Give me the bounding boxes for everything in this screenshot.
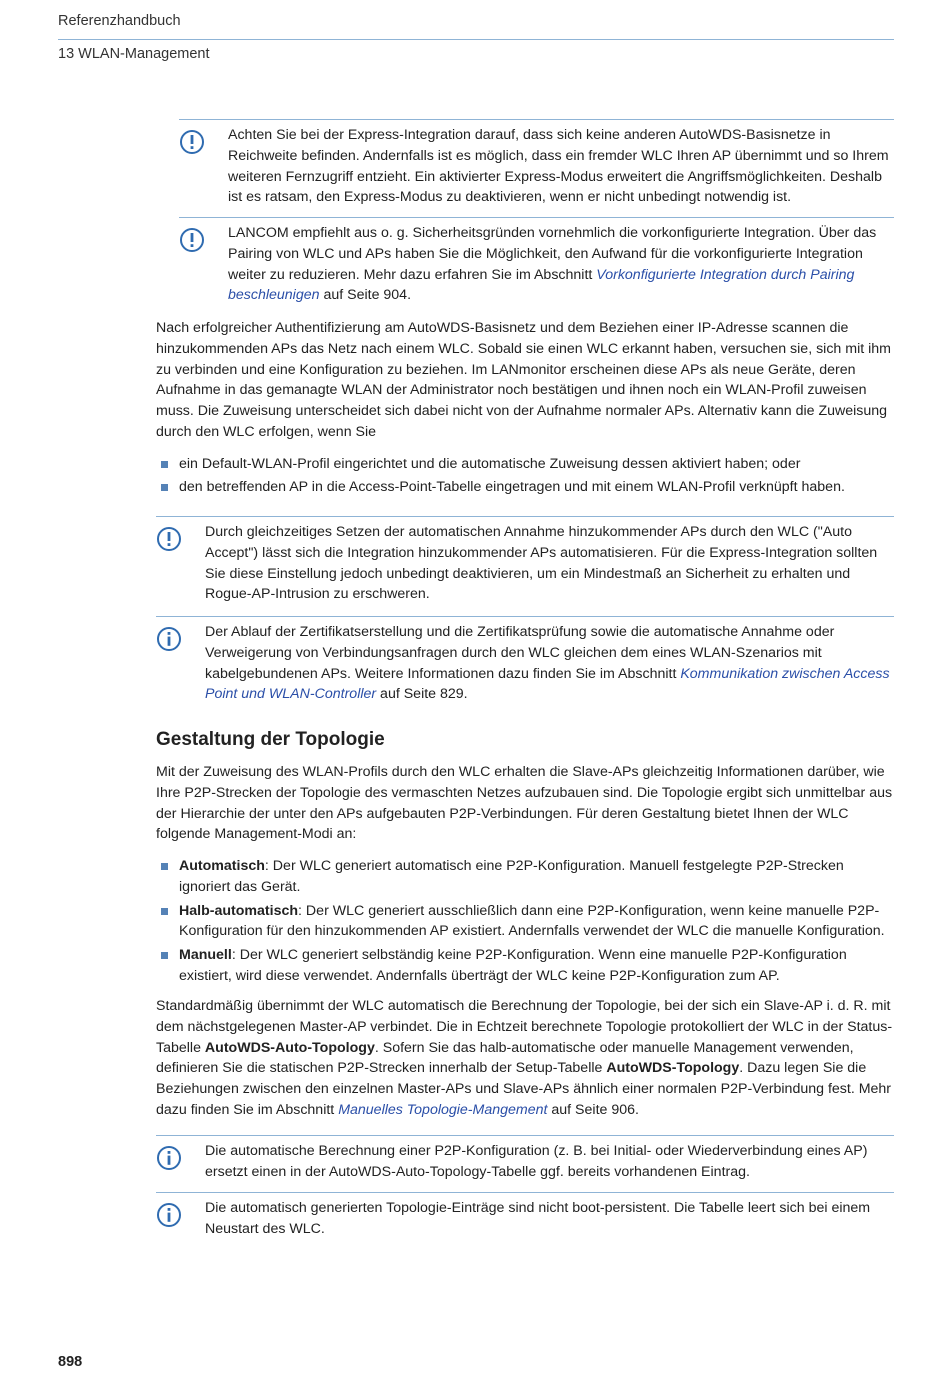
cross-reference-link[interactable]: Vorkonfigurierte Integration durch Pairing beschleunigen (228, 266, 855, 304)
bullet-marker (161, 484, 168, 491)
info-note (156, 616, 894, 708)
list-item-text: den betreffenden AP in die Access-Point-Tabelle eingetragen und mit einem WLAN-Profil verknüpft haben. (179, 478, 845, 495)
mode-description: : Der WLC generiert selbständig keine P2P-Konfiguration. Wenn eine manuelle P2P-Konfiguration existiert, wird diese verwendet. Andernfalls überträgt der WLC keine P2P-Konfiguration zum AP. (179, 947, 847, 984)
note-divider (156, 616, 894, 617)
paragraph-text-part: auf Seite 906. (547, 1101, 639, 1118)
note-text-part: auf Seite 829. (376, 686, 468, 703)
list-item (156, 856, 896, 898)
running-header-title: Referenzhandbuch (58, 13, 181, 29)
note-text: Die automatische Berechnung einer P2P-Konfiguration (z. B. bei Initial- oder Wiederverbindung eines AP) ersetzt einen in der AutoWDS-Auto-Topology-Tabelle ggf. bereits vorhandenen Eintrag. (205, 1143, 868, 1180)
warning-icon (179, 227, 205, 253)
bullet-list (156, 454, 896, 498)
info-icon (156, 1145, 182, 1171)
mode-term: Manuell (179, 947, 232, 964)
note-text-part: Der Ablauf der Zertifikatserstellung und die Zertifikatsprüfung sowie die automatische Annahme oder Verweigerung von Verbindungsanfragen durch den WLC gleichen dem eines WLAN-Szenarios mit kabelgebundenen APs. Weitere Informationen dazu finden Sie im Abschnitt (205, 624, 835, 682)
paragraph-text (156, 996, 896, 1121)
warning-icon (179, 129, 205, 155)
list-item (156, 901, 896, 943)
list-item (156, 945, 896, 987)
header-divider (58, 39, 894, 40)
warning-note (179, 217, 894, 309)
note-text: Achten Sie bei der Express-Integration darauf, dass sich keine anderen AutoWDS-Basisnetze in Reichweite befinden. Andernfalls ist es möglich, dass ein fremder WLC Ihren AP übernimmt und so Ihrem weiteren Fernzugriff entzieht. Ein aktivierter Express-Modus erweitert die Angriffsmöglichkeiten. Deshalb ist es ratsam, den Express-Modus zu deaktivieren, wenn er nicht unbedingt notwendig ist. (228, 127, 889, 206)
paragraph-text: Mit der Zuweisung des WLAN-Profils durch den WLC erhalten die Slave-APs gleichzeitig Informationen darüber, wie Ihre P2P-Strecken der Topologie des vermaschten Netzes aufzubauen sind. Die Topologie ergibt sich unmittelbar aus der Hierarchie der unter den APs aufgebauten P2P-Verbindungen. Für deren Gestaltung bietet Ihnen der WLC folgende Management-Modi an: (156, 764, 893, 843)
note-text: Durch gleichzeitiges Setzen der automatischen Annahme hinzukommender APs durch den WLC ("Auto Accept") lässt sich die Integration hinzukommender APs automatisieren. Für die Express-Integration sollten Sie diese Einstellung jedoch unbedingt deaktivieren, um ein Mindestmaß an Sicherheit zu erhalten und Rogue-AP-Intrusion zu erschweren. (205, 524, 878, 603)
note-text: Die automatisch generierten Topologie-Einträge sind nicht boot-persistent. Die Tabelle leert sich bei einem Neustart des WLC. (205, 1200, 871, 1237)
note-divider (179, 217, 894, 218)
list-item (156, 454, 896, 475)
body-paragraph (156, 996, 896, 1121)
note-divider (156, 1135, 894, 1136)
warning-note (156, 516, 894, 610)
paragraph-text-part: Standardmäßig übernimmt der WLC automatisch die Berechnung der Topologie, bei der sich ein Slave-AP i. d. R. mit dem nächstgelegenen Master-AP verbindet. Die in Echtzeit berechnete Topologie protokolliert der WLC in der Status-Tabelle (156, 998, 893, 1056)
page-number: 898 (58, 1354, 83, 1370)
note-text-part: auf Seite 904. (319, 287, 412, 304)
note-divider (179, 119, 894, 120)
info-note (156, 1135, 894, 1187)
mode-list (156, 856, 896, 987)
body-paragraph (156, 762, 896, 845)
info-note (156, 1192, 894, 1244)
note-divider (156, 516, 894, 517)
info-icon (156, 1202, 182, 1228)
info-icon (156, 626, 182, 652)
mode-description: : Der WLC generiert automatisch eine P2P-Konfiguration. Manuell festgelegte P2P-Strecken ignoriert das Gerät. (179, 858, 844, 895)
section-heading: Gestaltung der Topologie (156, 729, 385, 750)
warning-icon (156, 526, 182, 552)
paragraph-text-part: . Sofern Sie das halb-automatische oder manuelle Management verwenden, definieren Sie die statischen P2P-Strecken innerhalb der Setup-Tabelle (156, 1039, 854, 1077)
table-name: AutoWDS-Topology (606, 1060, 740, 1077)
paragraph-text: Nach erfolgreicher Authentifizierung am AutoWDS-Basisnetz und dem Beziehen einer IP-Adresse scannen die hinzukommenden APs das Netz nach einem WLC. Sobald sie einen WLC erkannt haben, versuchen sie, sich mit ihm zu verbinden und eine Konfiguration zu beziehen. Im LANmonitor erscheinen diese APs als neue Geräte, deren Aufnahme in das gemanagte WLAN der Administrator noch bestätigen und ihnen noch ein WLAN-Profil zuweisen muss. Die Zuweisung unterscheidet sich dabei nicht von der Aufnahme normaler APs. Alternativ kann die Zuweisung durch den WLC erfolgen, wenn Sie (156, 320, 891, 440)
bullet-marker (161, 952, 168, 959)
cross-reference-link[interactable]: Kommunikation zwischen Access Point und WLAN-Controller (205, 665, 890, 703)
note-text (228, 223, 898, 306)
list-item-text: ein Default-WLAN-Profil eingerichtet und die automatische Zuweisung dessen aktiviert haben; oder (179, 456, 801, 472)
table-name: AutoWDS-Auto-Topology (204, 1039, 375, 1056)
mode-description: : Der WLC generiert ausschließlich dann eine P2P-Konfiguration, wenn keine manuelle P2P-Konfiguration für den hinzukommenden AP existiert. Andernfalls verwendet der WLC die manuelle Konfiguration. (179, 902, 885, 940)
body-paragraph (156, 318, 896, 443)
cross-reference-link[interactable]: Manuelles Topologie-Mangement (338, 1101, 548, 1118)
mode-term: Automatisch (179, 858, 265, 874)
bullet-marker (161, 461, 168, 468)
bullet-marker (161, 908, 168, 915)
running-header-chapter: 13 WLAN-Management (58, 46, 210, 62)
warning-note (179, 119, 894, 211)
bullet-marker (161, 863, 168, 870)
note-text-part: LANCOM empfiehlt aus o. g. Sicherheitsgründen vornehmlich die vorkonfigurierte Integration. Über das Pairing von WLC und APs haben Sie die Möglichkeit, den Aufwand für die vorkonfigurierte Integration weiter zu reduzieren. Mehr dazu erfahren Sie im Abschnitt (228, 225, 877, 283)
paragraph-text-part: . Dazu legen Sie die Beziehungen zwischen den einzelnen Master-APs und Slave-APs ähnlich einer normalen P2P-Verbindung fest. Mehr dazu finden Sie im Abschnitt (156, 1060, 892, 1118)
note-divider (156, 1192, 894, 1193)
mode-term: Halb-automatisch (179, 902, 299, 919)
note-text (205, 622, 899, 705)
list-item (156, 477, 896, 498)
